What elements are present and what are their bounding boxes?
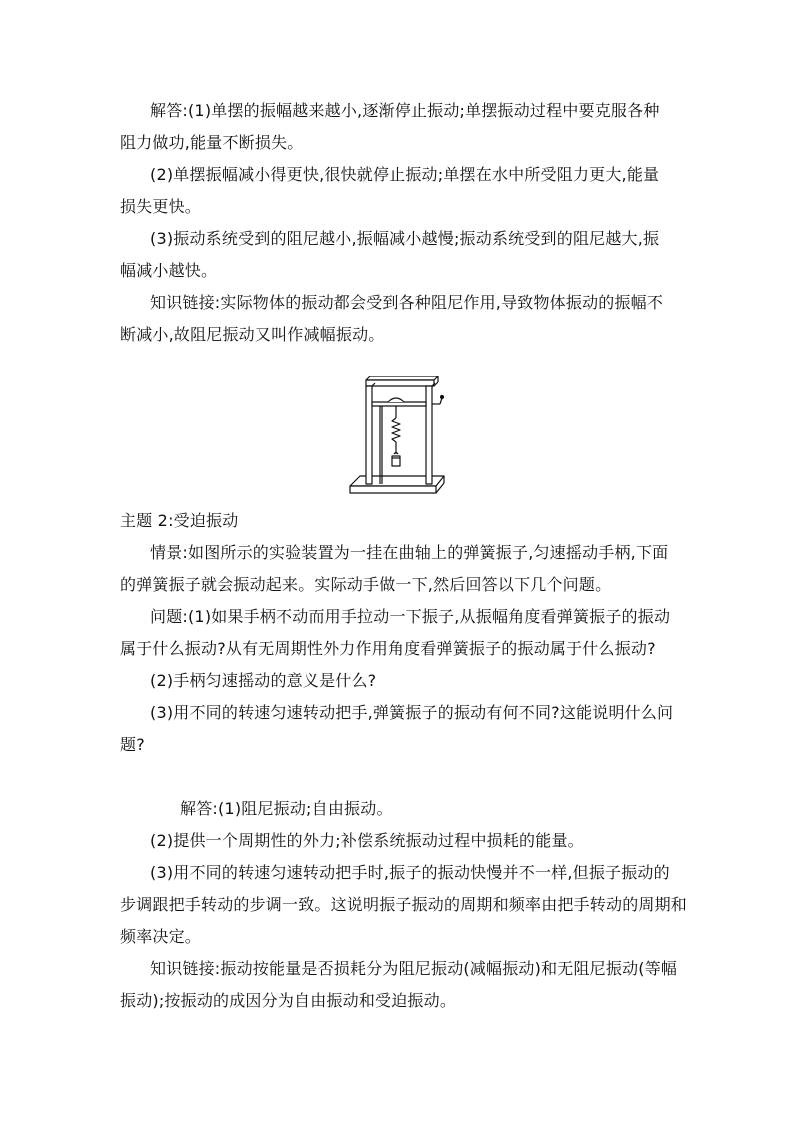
answer-item-2: (2)单摆振幅减小得更快,很快就停止振动;单摆在水中所受阻力更大,能量 <box>150 165 660 184</box>
answer-3-cont: 频率决定。 <box>120 927 202 946</box>
answer-1: 解答:(1)阻尼振动;自由振动。 <box>180 799 393 818</box>
question-3-cont: 题? <box>120 735 145 754</box>
knowledge-link-cont: 振动);按振动的成因分为自由振动和受迫振动。 <box>120 991 457 1010</box>
answer-2: (2)提供一个周期性的外力;补偿系统振动过程中损耗的能量。 <box>150 831 584 850</box>
answer-line: 解答:(1)单摆的振幅越来越小,逐渐停止振动;单摆振动过程中要克服各种 <box>150 101 660 120</box>
question-1-cont: 属于什么振动?从有无周期性外力作用角度看弹簧振子的振动属于什么振动? <box>120 639 656 658</box>
question-2: (2)手柄匀速摇动的意义是什么? <box>150 671 377 690</box>
answer-item-3: (3)振动系统受到的阻尼越小,振幅减小越慢;振动系统受到的阻尼越大,振 <box>150 229 660 248</box>
question-1: 问题:(1)如果手柄不动而用手拉动一下振子,从振幅角度看弹簧振子的振动 <box>150 607 671 626</box>
answer-item-3-cont: 幅减小越快。 <box>120 261 218 280</box>
scene-paragraph-cont: 的弹簧振子就会振动起来。实际动手做一下,然后回答以下几个问题。 <box>120 575 612 594</box>
knowledge-link-cont: 断减小,故阻尼振动又叫作减幅振动。 <box>120 325 385 344</box>
spring-oscillator-apparatus-icon <box>348 376 446 500</box>
section-title: 主题 2:受迫振动 <box>120 511 239 530</box>
knowledge-link: 知识链接:实际物体的振动都会受到各种阻尼作用,导致物体振动的振幅不 <box>150 293 664 312</box>
answer-line: 阻力做功,能量不断损失。 <box>120 133 304 152</box>
answer-3: (3)用不同的转速匀速转动把手时,振子的振动快慢并不一样,但振子振动的 <box>150 863 670 882</box>
scene-paragraph: 情景:如图所示的实验装置为一挂在曲轴上的弹簧振子,匀速摇动手柄,下面 <box>150 543 669 562</box>
question-3: (3)用不同的转速匀速转动把手,弹簧振子的振动有何不同?这能说明什么问 <box>150 703 674 722</box>
answer-item-2-cont: 损失更快。 <box>120 197 202 216</box>
answer-3-cont: 步调跟把手转动的步调一致。这说明振子振动的周期和频率由把手转动的周期和 <box>120 895 688 914</box>
knowledge-link: 知识链接:振动按能量是否损耗分为阻尼振动(减幅振动)和无阻尼振动(等幅 <box>150 959 678 978</box>
